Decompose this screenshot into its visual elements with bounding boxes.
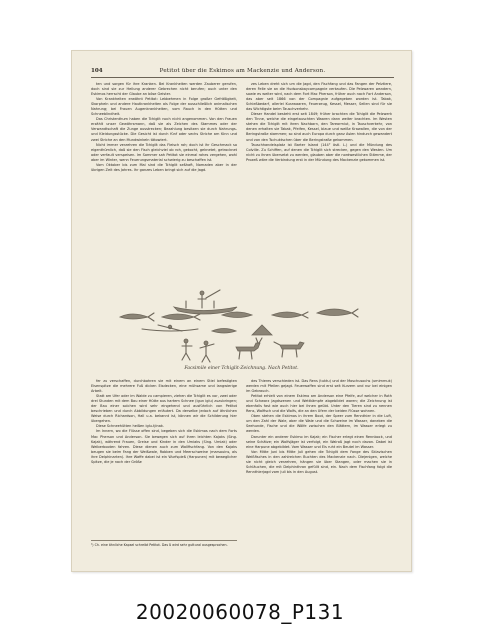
- page-number: 104: [91, 68, 103, 74]
- fish-middle: [212, 329, 236, 334]
- eskimo-drawing: [102, 287, 382, 365]
- column-bottom-right: [246, 378, 392, 562]
- paragraph: Tauschhandelsplatz ist Barter Island (144° östl. L.) und die Mündung des Colville. Zu Schiffen, auf denen die Tchiglit sich strecken, gegen den Westen. Um nicht zu ihnen übersetzt zu werden, glauben aber die nordwestlichen Stämme, der Prozeß wäre die Verbindung erst in der Mündung des Mackenzie gekommen ist.: [246, 141, 392, 162]
- fish-right: [272, 312, 308, 318]
- paragraph: Statt am Ufer oder im Walde zu campieren, ziehen die Tchiglit es vor, zwei oder drei Stunden mit dem Bau einer Hütte aus hartem Schnee (igun iglu) zuzubringen; der Bau einer solchen wird sehr eingehend und ausführlich von Petitot beschrieben und durch Abbildungen erläutert. Da derselbe jedoch auf ähnlichen Weise durch Richardson, Hall u.a. bekannt ist, können wir die Schilderung hier übergehen.: [91, 393, 237, 424]
- paragraph: Das Christenthum haben die Tchiglit noch nicht angenommen. Von den Frauen erzählt unser Gewährsmann, daß sie als Zeichen des Stammes oder der Verwandtschaft die Zunge ausstrecken; Bezahlung besitzen sie durch Nahrungs- und Kleidungsstücke. Die Gesicht ist durch fünf oder sechs Striche am Kinn und zwei Striche an den Mundwinkeln tätowiert.: [91, 116, 237, 142]
- paragraph: Nicht immer verzehren die Tchiglit das Fleisch roh; doch ist ihr Geschmack so eigenthümlich, daß sie den Fisch gleichviel ob roh, gekocht, geknetet, getrocknet oder verfault verspeisen. Im Sommer sah Petitot sie einmal rohes vergehen, wohl aber im Winter, wenn Feuerungsmaterial schwierig zu beschaffen ist.: [91, 141, 237, 162]
- paragraph: Darunter ein anderer Eskimo im Kajak; ein Fischer erlegt einen Rennbock, und seine Schätze; ein Wolfsjäger ist verfolgt, ein Walroß jagt noch davon. Dabei ist eine Harpune abgebildet. Vom Wasser und Eis ruht ein Beutel im Wasser.: [246, 433, 392, 449]
- paragraph: Petitot erhielt von einem Eskimo am Anderson eine Pfeife, auf welcher in Roth und Schwarz Jagdszenen und Wettkämpfe abgebildet waren; die Zeichnung ist ebenfalls fast wie auch hier bei ihnen geübt. Unter den Tieren sind zu nennen Rens, Walfisch und die Wolfs, die an den Ufern der beiden Flüsse wohnen.: [246, 393, 392, 414]
- whaling-boat-figure: [174, 290, 237, 314]
- paragraph: zes Leben dreht sich um die Jagd, den Fischfang und das Fangen der Pelztiere, deren Felle sie an die Hudsonsbaycompagnie verkaufen. Die Pelzwaren wandern, sowie es weiter wird, nach dem Fort Mac Pherson, früher auch nach Fort Anderson, das aber seit 1866 von der Compagnie aufgegeben worden ist. Tabak, Schießbedarf, allerlei Kurzwaaren, Feuerzeug, Kessel, Messer, Sellen sind für sie das Wichtigste beim Tauschverkehr.: [246, 81, 392, 112]
- paragraph: Von Mitte Juni bis Mitte Juli gehen die Tchiglit dem Fange des Sklavischen Weißfisches in den zahlreichen Buchten des Mackenzie nach. Diejenigen, welche sie nicht gleich verzehren, hängen sie über Stangen, oder machen sie in Schläuchen, die mit Delphinthran gefüllt sind, ein. Nach dem Fischfang folgt die Rennthierjagd vom Juli bis in den August.: [246, 448, 392, 474]
- paragraph: Von Krankheiten erwähnt Petitot: Lebbehmen in Folge großer Gefräßigkeit, Skorpheln und andere Hautkrankheiten als Folge der ausschließlich animalischen Nahrung; bei Frauen Augenkrankheiten, vom Rauch in den Hütten und Schneeblindheit.: [91, 96, 237, 117]
- column-bottom-left: [91, 378, 237, 536]
- running-title: Petitot über die Eskimos am Mackenzie und Anderson.: [159, 68, 326, 74]
- scan-label: 20020060078_P131: [135, 600, 345, 624]
- whale-figure: [162, 314, 200, 320]
- paragraph: Vom Oktober bis zum Mai sind die Tchiglit seßhaft, Nomaden aber in der übrigen Zeit des Jahres. Ihr ganzes Leben bringt sich auf die Jagd.: [91, 161, 237, 172]
- tent-figure: [252, 325, 272, 335]
- paragraph: ten und sorgen für ihre Kranken. Bei Krankheiten werden Zauberer gerufen, doch sind sie zur Heilung anderer Gebrechen nicht berufen; auch unter den Eskimos herrscht der Glaube an böse Geister.: [91, 81, 237, 97]
- seal-figure: [222, 312, 252, 318]
- column-top-right: [246, 81, 392, 285]
- eskimo-drawing-figure: [102, 287, 382, 365]
- dolphin-figure: [317, 309, 358, 317]
- kayak-figure: [142, 325, 198, 331]
- book-page: [71, 50, 412, 572]
- hunter-figure-1: [182, 339, 192, 360]
- fish-left: [120, 313, 154, 321]
- caribou-figure: [236, 338, 262, 359]
- hunter-figure-2: [200, 341, 214, 362]
- figure-caption: Facsimile einer Tchiglit-Zeichnung. Nach Petitot.: [184, 366, 299, 371]
- paragraph: des Thieres verschieden ist. Das Rens (tuktu) und der Moschusochs (umimmuk) werden mit Pfeilen gejagt. Feuerwaffen sind erst seit Kurzem und nur bei einigen im Gebrauch.: [246, 378, 392, 394]
- paragraph: Diese Schneehütten heißen iglu-tjinak.: [96, 423, 164, 429]
- paragraph: Dieser Handel besteht erst seit 1849; früher brachten die Tchiglit die Pelzwerk den Tinne, welche die eingetauschten Waaren dann weiter brachten. Im Westen stehen die Tchiglit mit ihren Nachbarn, den Tareormiut, in Tauschverkehr, von denen erhalten sie Tabak, Pfeifen, Kessel, blaue und weiße Krawallen, die von der Beringstraße stammen; so sind auch Europa durch ganz Asien hindurch gewandert und von den Tschuktschen über die Beringstraße gekommen.: [246, 111, 392, 142]
- paragraph: Oben stehen die Eskimos in ihrem Boot, der Speer zum Rennthier in die Luft, um den Zahl der Wale, aber die Wale und die Schweine im Wasser, daneben die Seehunde, Fische und die Wölfe zwischen den Blättern, im Wasser erlegt zu werden.: [246, 413, 392, 434]
- paragraph: fer zu verschaffen, durchbohren sie mit einem an einem Stiel befestigten Eisenspitze die mehrere Fuß dicken Eisdecken, eine mühsame und langwierige Arbeit.: [91, 378, 237, 394]
- wolf-figure: [274, 342, 304, 357]
- footnote: ¹) Ch. eine ähnliche Kapsel schreibt Petitot. Das ß wird sehr guttural ausgesprochen.: [91, 540, 237, 548]
- page-header: [91, 68, 394, 78]
- column-top-left: [91, 81, 237, 285]
- paragraph: Im Innern, wo die Flüsse offen sind, begeben sich die Eskimos nach dem Forts Mac Pherson und Anderson. Sie bewegen sich auf ihren leichten Kajaks (Sing. Kajak), während Frauen, Greise und Kinder in den Umiaks (Sing. Umiak) oder Weiberbooten fahren. Diese dienen auch zum Wallfischfang. Von den Kajaks beugen sie beim Fang der Weißwale, Robben und Meerschweine (marsouins, als ihre Delphinarten). Ihre Waffe dabei ist ein Wurfspieß (Harpunen) mit beweglicher Spitze, die je nach der Größe: [91, 428, 237, 464]
